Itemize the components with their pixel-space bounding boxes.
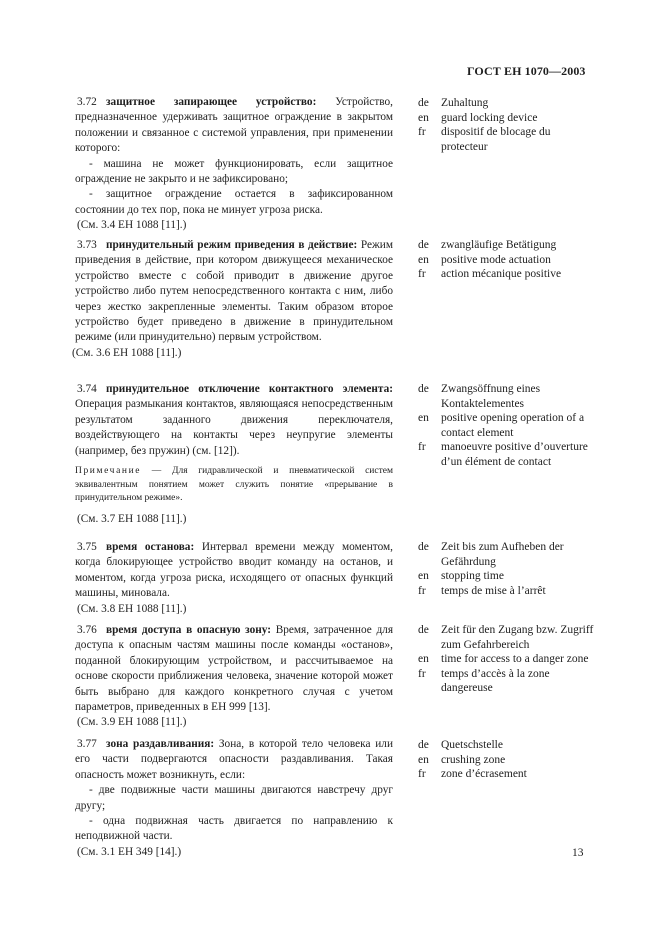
term-lead-text: Режим приведения в действие, при котором движущееся механическое устройство вместе с собой приводит в движение другое устройство либо путем непосредственного контакта с ним, либо через жестко закрепленные элементы. Таким образом второе устройство будет приведено в движение в принудительном режиме (или принудительно) первым устройством. — [75, 239, 393, 344]
term-name: принудительное отключение контактного элемента: — [106, 383, 393, 395]
term-lead-text: Устройство, предназначенное удерживать защитное ограждение в закрытом положении и связанное с системой управления, при применении которого: — [75, 96, 393, 155]
term-name: принудительный режим приведения в действие: — [106, 239, 358, 251]
term-number: 3.75 — [77, 541, 97, 553]
term-reference: (См. 3.8 ЕН 1088 [11].) — [77, 602, 187, 615]
term-reference: (См. 3.4 ЕН 1088 [11].) — [77, 219, 187, 232]
translation-fr: fr temps de mise à l’arrêt — [418, 584, 546, 597]
lang-code-fr: fr — [418, 768, 426, 781]
term-reference: (См. 3.6 ЕН 1088 [11].) — [72, 346, 182, 359]
term-lead-text: Зона, в которой тело человека или его части подвергаются опасности раздавливания. Такая опасность может возникнуть, если: — [75, 738, 393, 781]
term-translations — [418, 96, 598, 154]
term-lead-text: Интервал времени между моментом, когда блокирующее устройство вводит команду на останов, и моментом, когда угроза риска, исходящего от опасных функций машины, миновала. — [75, 541, 394, 600]
lang-code-de: de — [418, 624, 429, 636]
translation-fr: fr zone d’écrasement — [418, 768, 527, 781]
translation-fr: fr temps d’accès à la zone dangereuse — [418, 667, 550, 695]
lang-code-de: de — [418, 739, 429, 751]
list-item: - две подвижные части машины двигаются навстречу друг другу; — [75, 784, 393, 812]
term-lead-text: Время, затраченное для доступа к опасным частям машины после команды «останов», поданной блокирующим устройством, и рассчитываемое на основе скорости приближения человека, значение которой может быть выбрано для каждого конкретного случая с учетом параметров, приведенных в ЕН 999 [13]. — [75, 624, 394, 714]
lang-code-en: en — [418, 753, 429, 766]
term-number: 3.73 — [77, 239, 97, 251]
term-number: 3.74 — [77, 383, 97, 395]
translation-de: de Zeit für den Zugang bzw. Zugriff zum Gefahrbereich — [418, 624, 594, 651]
lang-code-en: en — [418, 653, 429, 666]
lang-code-de: de — [418, 383, 429, 395]
translation-en: en crushing zone — [418, 753, 506, 766]
translation-en: en guard locking device — [418, 111, 538, 124]
term-definition-ru — [72, 238, 393, 361]
translation-en: en positive opening operation of a contact element — [418, 412, 585, 439]
term-definition-ru — [75, 623, 393, 731]
lang-code-fr: fr — [418, 667, 426, 680]
translation-de: de Quetschstelle — [418, 739, 503, 751]
translation-de: de zwangläufige Betätigung — [418, 239, 557, 251]
lang-code-en: en — [418, 412, 429, 425]
translation-fr: fr manoeuvre positive d’ouverture d’un élément de contact — [418, 441, 588, 468]
term-number: 3.72 — [77, 96, 97, 108]
term-name: время останова: — [106, 541, 195, 553]
term-name: время доступа в опасную зону: — [106, 624, 272, 636]
list-item: - машина не может функционировать, если защитное ограждение не закрыто и не зафиксировано; — [75, 157, 393, 186]
translation-en: en stopping time — [418, 570, 504, 583]
lang-code-de: de — [418, 97, 429, 109]
term-definition-ru — [75, 737, 393, 860]
list-item: - одна подвижная часть двигается по направлению к неподвижной части. — [75, 815, 393, 843]
term-lead-text: Операция размыкания контактов, являющаяся непосредственным результатом заданного движения переключателя, воздействующего на контакты через неупругие элементы (например, без пружин) (см. [12]). — [75, 398, 393, 457]
page-number: 13 — [572, 847, 584, 859]
term-definition-ru — [75, 382, 393, 527]
term-reference: (См. 3.7 ЕН 1088 [11].) — [77, 512, 187, 525]
term-note — [75, 465, 393, 506]
note-text: — Для гидравлической и пневматической систем эквивалентным понятием может служить понятие «прерывание в принудительном режиме». — [75, 466, 393, 504]
term-name: зона раздавливания: — [106, 738, 215, 750]
translation-en: en time for access to a danger zone — [418, 653, 589, 666]
term-name: защитное запирающее устройство: — [106, 96, 317, 108]
standard-designation: ГОСТ ЕН 1070—2003 — [467, 64, 586, 78]
lang-code-fr: fr — [418, 268, 426, 281]
term-definition-ru — [75, 95, 393, 234]
list-item: - защитное ограждение остается в зафиксированном состоянии до тех пор, пока не минует угроза риска. — [75, 188, 393, 216]
lang-code-fr: fr — [418, 584, 426, 597]
term-reference: (См. 3.9 ЕН 1088 [11].) — [77, 716, 187, 729]
term-number: 3.76 — [77, 624, 97, 636]
term-reference: (См. 3.1 ЕН 349 [14].) — [77, 845, 182, 858]
translation-fr: fr dispositif de blocage du protecteur — [418, 126, 551, 153]
translation-de: de Zeit bis zum Aufheben der Gefährdung — [418, 541, 564, 568]
lang-code-en: en — [418, 111, 429, 124]
lang-code-de: de — [418, 239, 429, 251]
translation-fr: fr action mécanique positive — [418, 268, 562, 281]
lang-code-en: en — [418, 253, 429, 266]
term-number: 3.77 — [77, 738, 97, 750]
lang-code-de: de — [418, 541, 429, 553]
lang-code-fr: fr — [418, 441, 426, 454]
term-translations — [418, 738, 598, 782]
term-definition-ru — [75, 540, 393, 617]
translation-de: de Zwangsöffnung eines Kontaktelementes — [418, 383, 541, 410]
term-translations — [418, 540, 598, 598]
lang-code-en: en — [418, 570, 429, 583]
note-label: Примечание — [75, 466, 142, 477]
translation-de: de Zuhaltung — [418, 97, 489, 109]
term-translations — [418, 238, 598, 282]
term-translations — [418, 382, 598, 470]
lang-code-fr: fr — [418, 126, 426, 139]
translation-en: en positive mode actuation — [418, 253, 551, 266]
term-translations — [418, 623, 598, 696]
